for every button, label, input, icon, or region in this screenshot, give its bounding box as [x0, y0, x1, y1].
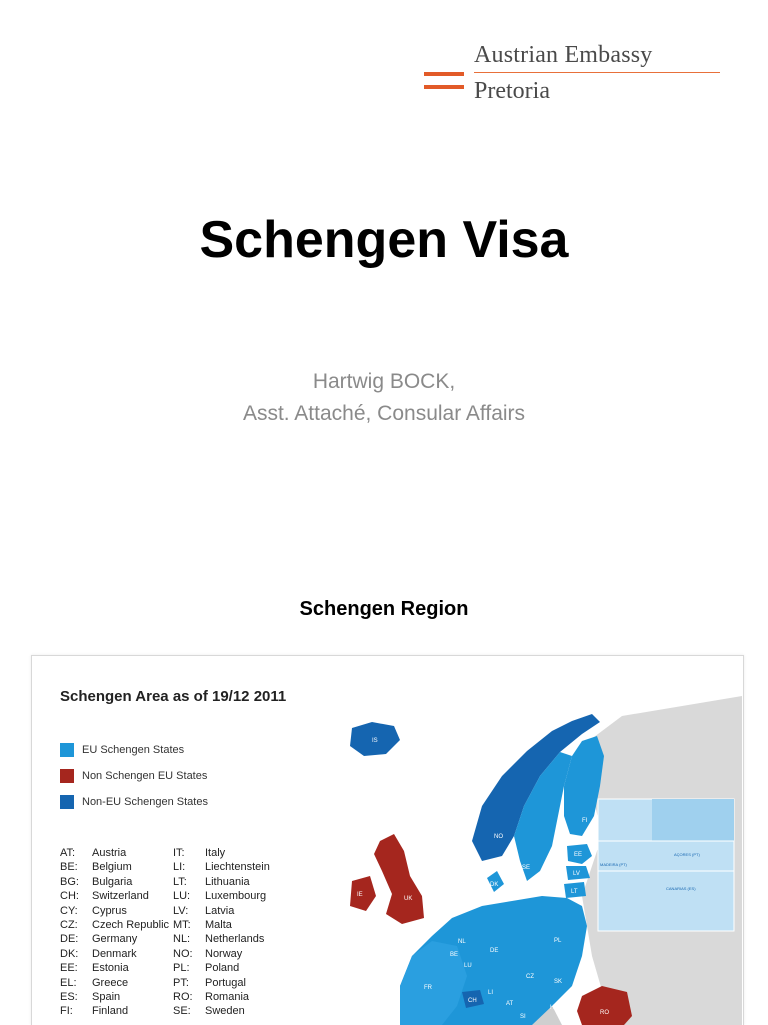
map-label-sk: SK — [554, 979, 563, 985]
country-code-row — [173, 932, 270, 946]
country-codes-left — [60, 846, 169, 1019]
country-code-row — [173, 918, 270, 932]
country-code: EE: — [60, 962, 78, 975]
legend-swatch — [60, 743, 74, 757]
map-label-lv: LV — [573, 871, 580, 877]
country-code: NL: — [173, 933, 191, 946]
map-label-de: DE — [490, 948, 499, 954]
country-code: MT: — [173, 919, 191, 932]
map-label-cz: CZ — [526, 974, 534, 980]
country-code-row — [173, 961, 270, 975]
slide-title: Schengen Visa — [199, 211, 569, 269]
map-label-madeira: MADEIRA (PT) — [600, 862, 627, 867]
country-code: AT: — [60, 847, 76, 859]
author-name: Hartwig BOCK, — [312, 370, 456, 393]
world-locator — [652, 799, 734, 841]
logo-accent-bar — [424, 85, 464, 89]
country-code-row — [60, 990, 169, 1004]
legend-item-non-schengen-eu — [60, 768, 207, 784]
map-label-fi: FI — [582, 818, 588, 824]
country-code: BE: — [60, 861, 78, 874]
country-name: Portugal — [205, 976, 246, 989]
map-label-dk: DK — [490, 882, 499, 888]
country-name: Cyprus — [92, 904, 127, 917]
map-label-uk: UK — [404, 896, 413, 902]
map-label-nl: NL — [458, 939, 466, 945]
map-label-se: SE — [522, 865, 531, 871]
country-code-row — [173, 846, 270, 860]
author-block — [0, 366, 768, 430]
country-code-row — [60, 918, 169, 932]
map-label-fr: FR — [424, 985, 432, 991]
logo-line-1: Austrian Embassy — [474, 42, 653, 68]
map-label-li: LI — [488, 990, 494, 996]
country-code: PT: — [173, 976, 189, 989]
country-name: Austria — [92, 847, 127, 859]
country-code-row — [60, 947, 169, 961]
country-code-row — [60, 875, 169, 889]
country-code: LU: — [173, 890, 191, 903]
country-code-row — [173, 875, 270, 889]
country-ireland — [350, 876, 376, 911]
legend-swatch — [60, 769, 74, 783]
country-code: EL: — [60, 976, 77, 989]
country-code: NO: — [173, 947, 193, 960]
country-code-row — [173, 947, 270, 961]
country-name: Greece — [92, 976, 129, 989]
country-code-row — [173, 976, 270, 990]
country-uk — [374, 834, 424, 924]
country-code: CH: — [60, 890, 79, 903]
country-name: Denmark — [92, 947, 137, 960]
country-code: CY: — [60, 904, 78, 917]
logo-line-2: Pretoria — [474, 78, 550, 104]
map-label-is: IS — [372, 738, 378, 744]
country-code: SE: — [173, 1005, 191, 1018]
country-name: Estonia — [92, 962, 129, 975]
country-code: IT: — [173, 847, 185, 859]
country-name: Belgium — [92, 861, 132, 874]
country-code-row — [173, 860, 270, 874]
legend-item-eu-schengen — [60, 742, 184, 758]
legend-item-non-eu-schengen — [60, 794, 208, 810]
map-label-lt: LT — [571, 889, 578, 895]
country-code: LT: — [173, 875, 187, 888]
country-name: Poland — [205, 962, 240, 975]
map-label-ch: CH — [468, 998, 477, 1004]
legend-swatch — [60, 795, 74, 809]
country-code: PL: — [173, 962, 190, 975]
country-code-row — [60, 846, 169, 860]
schengen-map-figure — [31, 655, 744, 1025]
country-name: Malta — [205, 919, 232, 932]
map-label-canarias: CANARIAS (ES) — [666, 886, 696, 891]
map-label-at: AT — [506, 1001, 514, 1007]
country-name: Romania — [205, 991, 250, 1004]
country-code: DK: — [60, 947, 79, 960]
legend-label: EU Schengen States — [82, 744, 185, 756]
country-code: BG: — [60, 875, 79, 888]
map-label-be: BE — [450, 952, 459, 958]
map-label-acores: AÇORES (PT) — [674, 852, 700, 857]
map-label-ee: EE — [574, 852, 583, 858]
country-code-row — [60, 904, 169, 918]
legend-label: Non-EU Schengen States — [82, 796, 208, 808]
country-name: Spain — [92, 991, 121, 1004]
country-name: Sweden — [205, 1005, 245, 1018]
country-name: Italy — [205, 847, 226, 859]
country-name: Liechtenstein — [205, 861, 270, 874]
logo-accent-bar — [424, 72, 464, 76]
country-code-row — [173, 889, 270, 903]
map-label-lu: LU — [464, 963, 472, 969]
map-label-si: SI — [520, 1014, 526, 1020]
country-code-row — [60, 860, 169, 874]
country-code: LI: — [173, 861, 186, 874]
country-code: FI: — [60, 1005, 73, 1018]
country-name: Luxembourg — [205, 890, 267, 903]
author-role: Asst. Attaché, Consular Affairs — [242, 402, 526, 425]
country-name: Germany — [92, 933, 138, 946]
map-label-ie: IE — [357, 892, 363, 898]
country-name: Switzerland — [92, 890, 149, 903]
country-name: Lithuania — [205, 875, 250, 888]
country-code: DE: — [60, 933, 79, 946]
legend-label: Non Schengen EU States — [82, 770, 208, 782]
map-label-pl: PL — [554, 938, 562, 944]
country-code-row — [173, 990, 270, 1004]
map-label-hu: HU — [550, 1005, 559, 1011]
country-name: Bulgaria — [92, 875, 133, 888]
country-code-row — [60, 961, 169, 975]
country-code-row — [173, 1004, 270, 1018]
section-heading: Schengen Region — [299, 598, 469, 620]
embassy-logo — [424, 40, 724, 110]
country-code: RO: — [173, 991, 193, 1004]
country-code-row — [173, 904, 270, 918]
country-code-row — [60, 932, 169, 946]
country-code: ES: — [60, 991, 78, 1004]
country-code-row — [60, 1004, 169, 1018]
country-code-row — [60, 976, 169, 990]
map-label-ro: RO — [600, 1010, 609, 1016]
country-name: Norway — [205, 947, 243, 960]
country-name: Czech Republic — [92, 919, 170, 932]
country-name: Finland — [92, 1005, 129, 1018]
map-label-no: NO — [494, 834, 503, 840]
country-name: Latvia — [205, 904, 235, 917]
country-name: Netherlands — [205, 933, 265, 946]
country-codes-right — [173, 846, 270, 1019]
country-romania — [577, 986, 632, 1025]
country-code-row — [60, 889, 169, 903]
europe-map — [282, 656, 742, 1025]
country-code: LV: — [173, 904, 189, 917]
country-code: CZ: — [60, 919, 78, 932]
map-title: Schengen Area as of 19/12 2011 — [60, 688, 287, 705]
logo-divider — [474, 72, 720, 73]
